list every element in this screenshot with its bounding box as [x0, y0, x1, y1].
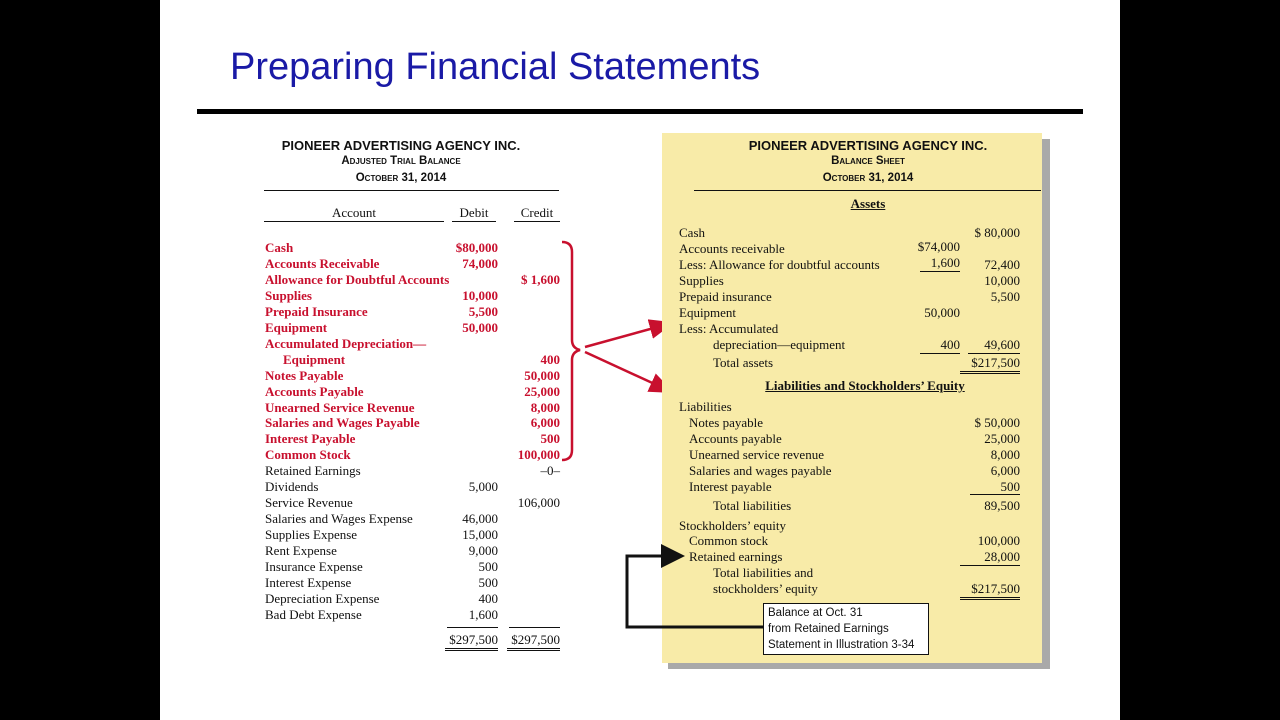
- bs-ar-label: Accounts receivable: [679, 241, 785, 256]
- callout-line3: Statement in Illustration 3-34: [768, 639, 915, 651]
- bs-allow-label: Less: Allowance for doubtful accounts: [679, 257, 880, 272]
- tb-row-credit: $ 1,600: [521, 271, 560, 287]
- tb-row-account: Salaries and Wages Payable: [265, 415, 420, 431]
- tb-row-credit: 100,000: [517, 447, 560, 463]
- bs-liability-value: 500: [1000, 479, 1020, 494]
- tb-row-debit: 400: [478, 590, 498, 606]
- tb-row-debit: 500: [478, 559, 498, 574]
- bs-accum-label2: depreciation—equipment: [713, 337, 846, 352]
- bs-allow-value: 1,600: [920, 255, 960, 272]
- bs-accum-value: 400: [920, 337, 960, 354]
- tb-total-credit: $297,500: [507, 632, 560, 651]
- tb-row-credit: –0–: [540, 463, 560, 479]
- tb-row-account: Supplies: [265, 287, 312, 303]
- tb-row-debit: 5,500: [468, 303, 498, 319]
- tb-statement: Adjusted Trial Balance: [341, 155, 461, 167]
- tb-row-account: Accumulated Depreciation—: [265, 335, 427, 351]
- tb-row-debit: 46,000: [462, 511, 498, 527]
- callout-connector: [160, 0, 1120, 720]
- bs-equity-heading: Stockholders’ equity: [679, 518, 786, 533]
- tb-row-debit: 74,000: [462, 255, 498, 271]
- tb-row-account: Cash: [265, 240, 294, 255]
- tb-row-account: Dividends: [265, 479, 319, 495]
- tb-row-account: Equipment: [265, 319, 328, 335]
- tb-row-debit: $80,000: [455, 240, 498, 255]
- bs-cs-value: 100,000: [977, 533, 1020, 548]
- bs-date: October 31, 2014: [822, 172, 914, 184]
- bs-liability-value: 6,000: [990, 463, 1020, 478]
- bs-total-le-label1: Total liabilities and: [713, 565, 814, 580]
- tb-row-debit: 500: [478, 574, 498, 590]
- bs-total-le-value: $217,500: [960, 581, 1020, 600]
- slide: [160, 0, 1120, 720]
- bs-total-liab-value: 89,500: [984, 498, 1020, 513]
- bs-cash-value: $ 80,000: [974, 225, 1020, 240]
- bs-le-heading: Liabilities and Stockholders’ Equity: [765, 378, 965, 393]
- tb-row-account: Common Stock: [265, 447, 351, 463]
- tb-row-account: Accounts Receivable: [265, 255, 380, 271]
- tb-row-credit: 400: [540, 351, 560, 367]
- tb-row-account: Rent Expense: [265, 543, 337, 559]
- tb-company: PIONEER ADVERTISING AGENCY INC.: [281, 138, 521, 153]
- tb-row-account: Service Revenue: [265, 495, 353, 511]
- tb-row-account: Retained Earnings: [265, 463, 361, 479]
- slide-title: Preparing Financial Statements: [230, 46, 761, 88]
- bs-liability-label: Interest payable: [689, 479, 772, 494]
- bs-cash-label: Cash: [679, 225, 705, 240]
- tb-row-account: Equipment: [283, 351, 346, 367]
- callout-line2: from Retained Earnings: [768, 623, 889, 635]
- bs-net-ar: 72,400: [984, 257, 1020, 272]
- tb-col-account: Account: [264, 205, 444, 222]
- tb-row-account: Interest Expense: [265, 574, 352, 590]
- bs-liability-label: Notes payable: [689, 415, 764, 430]
- tb-date: October 31, 2014: [355, 172, 447, 184]
- bs-liability-value: $ 50,000: [974, 415, 1020, 430]
- tb-row-account: Accounts Payable: [265, 383, 364, 399]
- tb-row-debit: 9,000: [468, 543, 498, 559]
- callout-note: [763, 603, 929, 655]
- tb-row-credit: 25,000: [524, 383, 560, 399]
- tb-col-credit: Credit: [514, 205, 560, 222]
- tb-row-credit: 106,000: [517, 495, 560, 511]
- bs-equip-label: Equipment: [679, 305, 737, 320]
- bs-re-label: Retained earnings: [689, 549, 783, 564]
- tb-row-account: Interest Payable: [265, 431, 356, 447]
- bs-total-assets-value: $217,500: [960, 355, 1020, 374]
- bs-supplies-value: 10,000: [984, 273, 1020, 288]
- tb-row-credit: 50,000: [524, 367, 560, 383]
- bs-liabilities-heading: Liabilities: [679, 399, 732, 414]
- tb-row-account: Supplies Expense: [265, 527, 358, 543]
- bs-total-liab-label: Total liabilities: [713, 498, 792, 513]
- bs-prepaid-label: Prepaid insurance: [679, 289, 772, 304]
- bs-liability-label: Accounts payable: [689, 431, 782, 446]
- bs-liability-value: 25,000: [984, 431, 1020, 446]
- tb-row-account: Allowance for Doubtful Accounts: [265, 271, 450, 287]
- tb-row-account: Insurance Expense: [265, 559, 363, 574]
- bs-equip-value: 50,000: [924, 305, 960, 320]
- tb-row-account: Bad Debt Expense: [265, 606, 362, 622]
- bs-statement: Balance Sheet: [831, 155, 905, 167]
- tb-col-debit: Debit: [452, 205, 496, 222]
- bs-total-le-label2: stockholders’ equity: [713, 581, 818, 596]
- tb-row-debit: 50,000: [462, 319, 498, 335]
- bs-accum-label1: Less: Accumulated: [679, 321, 779, 336]
- callout-line1: Balance at Oct. 31: [768, 607, 863, 619]
- tb-row-account: Depreciation Expense: [265, 590, 380, 606]
- bs-supplies-label: Supplies: [679, 273, 724, 288]
- tb-total-debit: $297,500: [445, 632, 498, 651]
- bs-assets-heading: Assets: [850, 196, 886, 211]
- bs-prepaid-value: 5,500: [990, 289, 1020, 304]
- bs-total-assets-label: Total assets: [713, 355, 774, 370]
- tb-row-credit: 6,000: [530, 415, 560, 431]
- bs-liability-label: Unearned service revenue: [689, 447, 824, 462]
- tb-row-debit: 10,000: [462, 287, 498, 303]
- bs-liability-value: 8,000: [990, 447, 1020, 462]
- bs-liability-label: Salaries and wages payable: [689, 463, 832, 478]
- bs-cs-label: Common stock: [689, 533, 769, 548]
- tb-row-account: Salaries and Wages Expense: [265, 511, 413, 527]
- bs-net-equip: 49,600: [968, 337, 1020, 354]
- tb-row-debit: 15,000: [462, 527, 498, 543]
- bs-ar-value: $74,000: [917, 239, 960, 254]
- tb-row-account: Unearned Service Revenue: [265, 399, 415, 415]
- tb-row-debit: 1,600: [468, 606, 498, 622]
- tb-row-debit: 5,000: [468, 479, 498, 495]
- bs-re-value: 28,000: [960, 549, 1020, 566]
- bs-company: PIONEER ADVERTISING AGENCY INC.: [748, 138, 988, 153]
- tb-row-credit: 8,000: [530, 399, 560, 415]
- tb-row-account: Notes Payable: [265, 367, 344, 383]
- tb-row-account: Prepaid Insurance: [265, 303, 368, 319]
- tb-row-credit: 500: [540, 431, 560, 447]
